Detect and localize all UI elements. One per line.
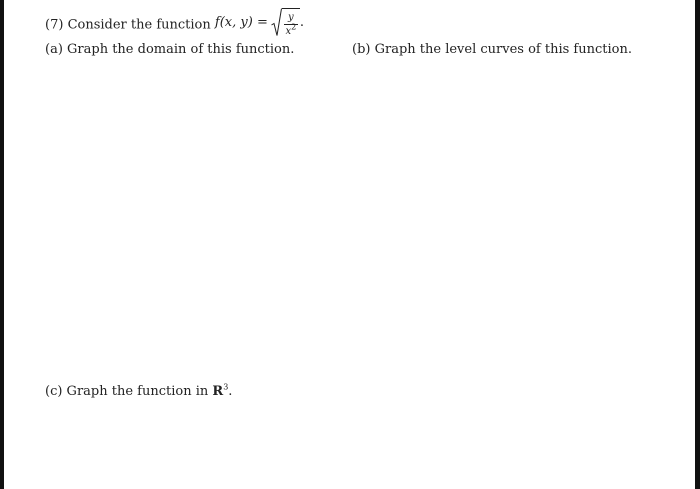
denominator-base: x <box>285 25 292 37</box>
square-root <box>271 8 300 38</box>
problem-number: (7) <box>45 17 64 33</box>
function-lhs: f(x, y) <box>214 15 253 30</box>
real-space-exponent: 3 <box>223 382 229 392</box>
part-a-prompt: (a) Graph the domain of this function. <box>45 42 295 57</box>
problem-intro: Consider the function <box>67 17 211 33</box>
function-formula <box>215 8 304 38</box>
part-c-prompt <box>45 384 232 400</box>
right-border <box>695 0 700 489</box>
real-space-symbol: R <box>212 384 224 399</box>
part-c-period: . <box>228 384 233 399</box>
problem-statement <box>45 10 304 40</box>
part-c-text: (c) Graph the function in <box>45 384 209 399</box>
radical-sign-icon <box>271 8 282 38</box>
radicand <box>282 8 300 38</box>
fraction <box>284 12 298 37</box>
part-b-prompt: (b) Graph the level curves of this function. <box>352 42 632 57</box>
equals-sign: = <box>256 15 268 30</box>
left-border <box>0 0 4 489</box>
fraction-denominator <box>285 22 297 37</box>
denominator-exponent: 2 <box>291 22 297 32</box>
formula-period: . <box>299 15 304 30</box>
fraction-numerator: y <box>288 11 294 23</box>
